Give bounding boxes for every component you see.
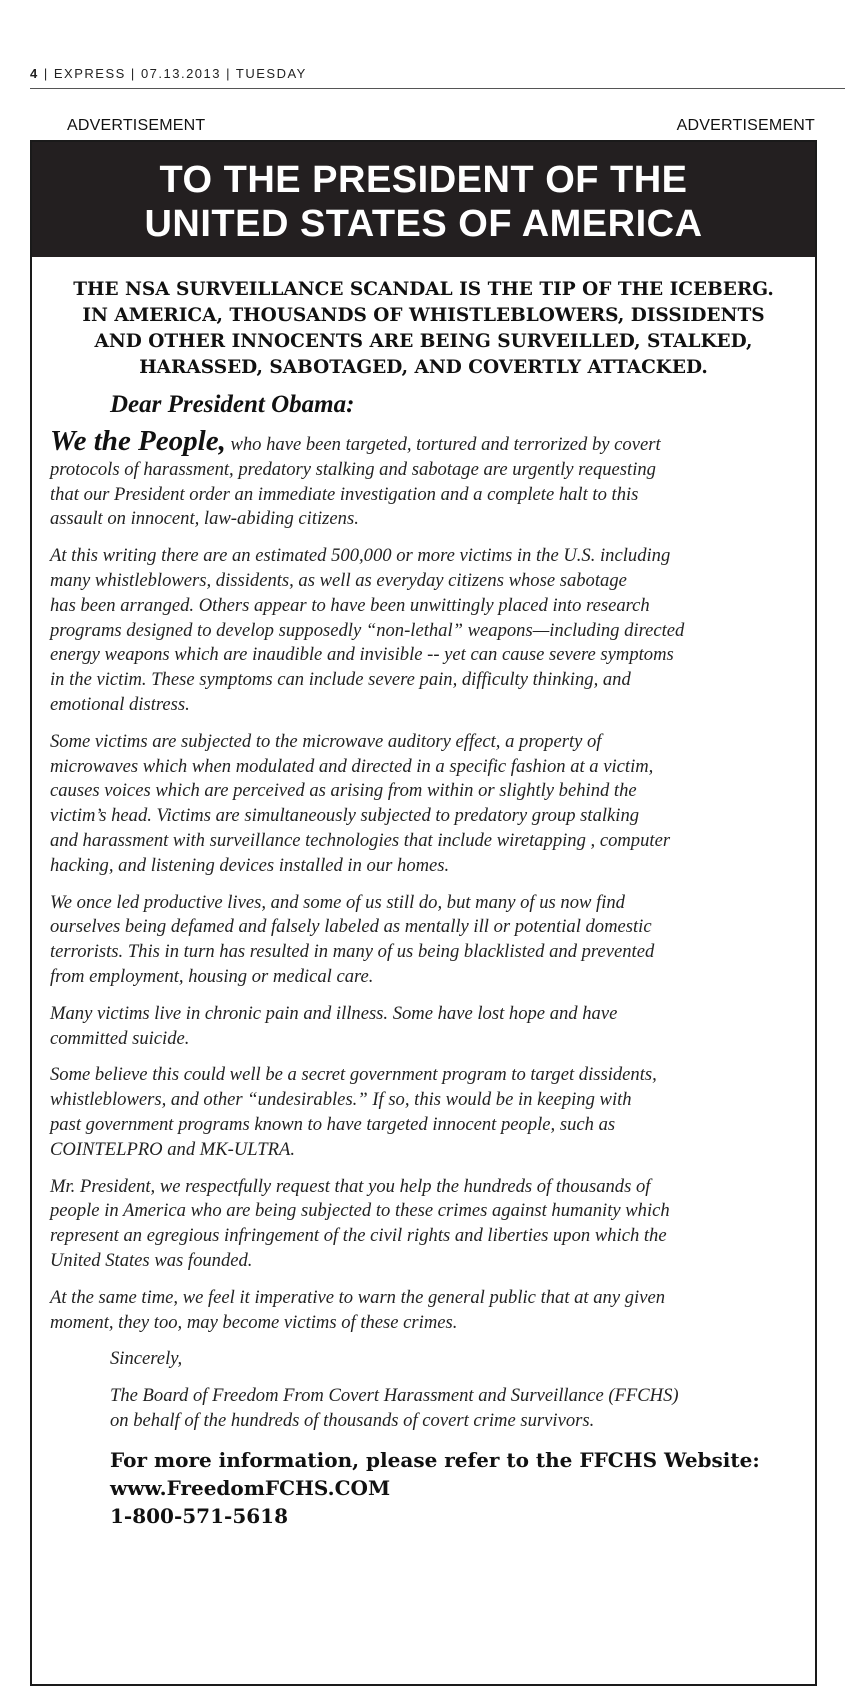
letter-paragraph-8: At the same time, we feel it imperative to warn the general public that at any given moment, they too, may become victims of these crimes. xyxy=(50,1286,666,1333)
publication-name: EXPRESS xyxy=(53,66,126,81)
advertisement-label-left: ADVERTISEMENT xyxy=(67,117,206,134)
letter-lead: We the People, xyxy=(50,425,226,457)
letter-paragraph-5: Many victims live in chronic pain and illness. Some have lost hope and have committed suicide. xyxy=(50,1002,618,1049)
contact-block xyxy=(32,1446,815,1530)
header-rule xyxy=(30,88,845,89)
letter-paragraph-4: We once led productive lives, and some of us still do, but many of us now find ourselves being defamed and falsely labeled as mentally ill or potential domestic terrorists. This in turn has resulted in many of us being blacklisted and prevented from employment, housing or medical care. xyxy=(50,891,655,987)
headline-banner xyxy=(32,142,815,257)
letter-body xyxy=(32,425,815,1335)
advertisement-box xyxy=(30,140,817,1686)
page-number: 4 xyxy=(30,66,39,81)
subheadline-line-4: HARASSED, SABOTAGED, AND COVERTLY ATTACKED. xyxy=(139,357,708,378)
headline-line-1: TO THE PRESIDENT OF THE xyxy=(159,159,688,201)
page-folio xyxy=(30,66,307,81)
letter-paragraph-1-text: who have been targeted, tortured and terrorized by covert protocols of harassment, predatory stalking and sabotage are urgently requesting that our President order an immediate investigation and a complete halt to this assault on innocent, law-abiding citizens. xyxy=(50,434,661,530)
letter-paragraph-2: At this writing there are an estimated 500,000 or more victims in the U.S. including many whistleblowers, dissidents, as well as everyday citizens whose sabotage has been arranged. Others appear to have been unwittingly placed into research programs designed to develop supposedly “non-lethal” weapons—including directed energy weapons which are inaudible and invisible -- yet can cause severe symptoms in the victim. These symptoms can include severe pain, difficulty thinking, and emotional distress. xyxy=(50,545,685,715)
letter-closing xyxy=(32,1347,815,1433)
letter-paragraph-1 xyxy=(50,425,795,532)
folio-separator: | xyxy=(226,66,232,81)
salutation: Dear President Obama: xyxy=(110,391,355,418)
letter-paragraph-7: Mr. President, we respectfully request that you help the hundreds of thousands of people in America who are being subjected to these crimes against humanity which represent an egregious infringement of the civil rights and liberties upon which the United States was founded. xyxy=(50,1175,670,1271)
folio-separator: | xyxy=(43,66,49,81)
contact-info: For more information, please refer to the FFCHS Website: xyxy=(110,1447,760,1472)
contact-website: www.FreedomFCHS.COM xyxy=(110,1475,391,1500)
issue-day: TUESDAY xyxy=(235,66,307,81)
subheadline xyxy=(32,277,815,381)
letter-paragraph-6: Some believe this could well be a secret government program to target dissidents, whistleblowers, and other “undesirables.” If so, this would be in keeping with past government programs known to have targeted innocent people, such as COINTELPRO and MK-ULTRA. xyxy=(50,1064,657,1160)
folio-separator: | xyxy=(130,66,136,81)
advertisement-label-right: ADVERTISEMENT xyxy=(676,117,815,134)
contact-phone: 1-800-571-5618 xyxy=(110,1503,288,1528)
subheadline-line-1: THE NSA SURVEILLANCE SCANDAL IS THE TIP OF THE ICEBERG. xyxy=(73,279,774,300)
closing-signature: The Board of Freedom From Covert Harassment and Surveillance (FFCHS) on behalf of the hundreds of thousands of covert crime survivors. xyxy=(110,1385,679,1431)
closing-sincerely: Sincerely, xyxy=(110,1348,183,1370)
headline-line-2: UNITED STATES OF AMERICA xyxy=(144,203,703,245)
subheadline-line-2: IN AMERICA, THOUSANDS OF WHISTLEBLOWERS, DISSIDENTS xyxy=(82,305,765,326)
issue-date: 07.13.2013 xyxy=(140,66,222,81)
letter-paragraph-3: Some victims are subjected to the microwave auditory effect, a property of microwaves which when modulated and directed in a specific fashion at a victim, causes voices which are perceived as arising from within or slightly behind the victim’s head. Victims are simultaneously subjected to predatory group stalking and harassment with surveillance technologies that include wiretapping , computer hacking, and listening devices installed in our homes. xyxy=(50,730,671,876)
subheadline-line-3: AND OTHER INNOCENTS ARE BEING SURVEILLED, STALKED, xyxy=(94,331,753,352)
